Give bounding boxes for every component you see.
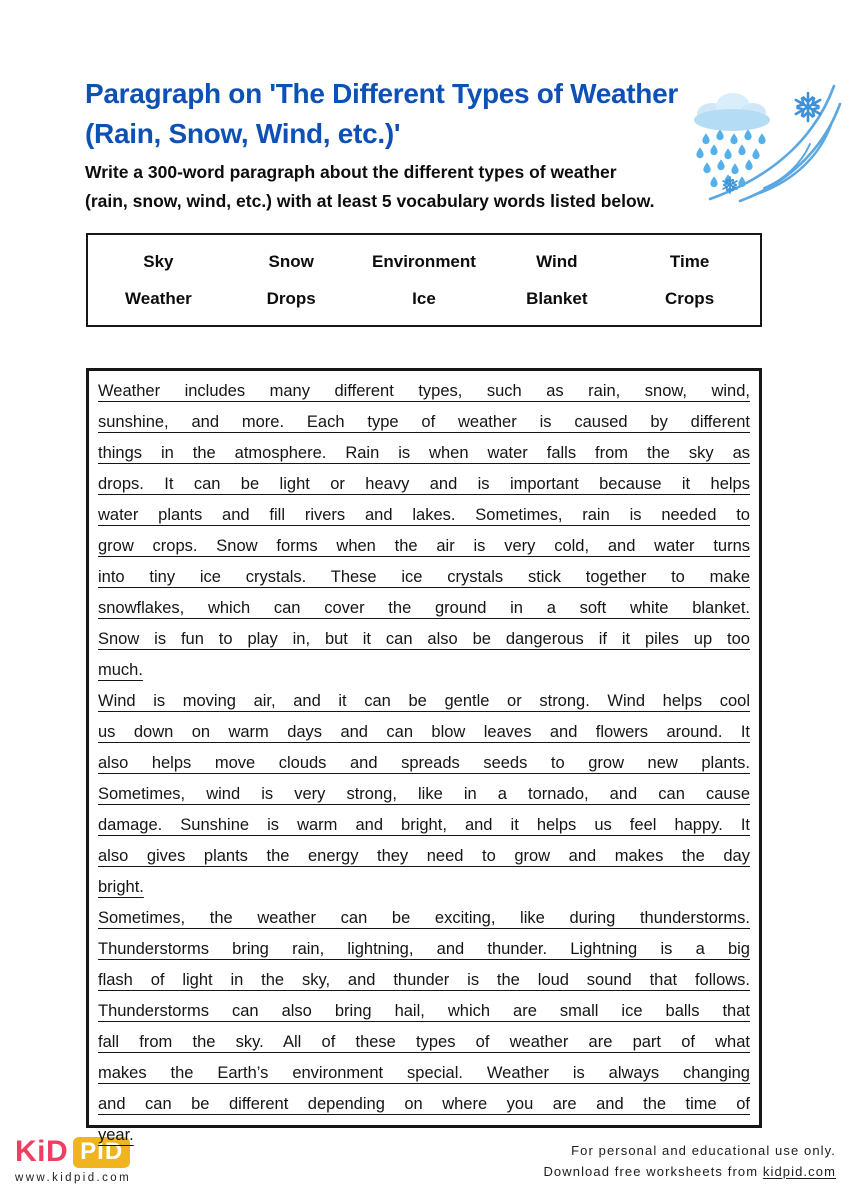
paragraph-line: drops. It can be light or heavy and is important because it helps xyxy=(98,475,750,493)
paragraph-line: damage. Sunshine is warm and bright, and it helps us feel happy. It xyxy=(98,816,750,834)
paragraph-line: makes the Earth’s environment special. Weather is always changing xyxy=(98,1064,750,1082)
paragraph-line: flash of light in the sky, and thunder is the loud sound that follows. xyxy=(98,971,750,989)
paragraph-line: into tiny ice crystals. These ice crystals stick together to make xyxy=(98,568,750,586)
paragraph-line: sunshine, and more. Each type of weather is caused by different xyxy=(98,413,750,431)
paragraph-line: also helps move clouds and spreads seeds to grow new plants. xyxy=(98,754,750,772)
paragraph-line: and can be different depending on where you are and the time of xyxy=(98,1095,750,1113)
paragraph-line: much. xyxy=(98,661,143,679)
paragraph-line: bright. xyxy=(98,878,144,896)
footer-note-line1: For personal and educational use only. xyxy=(571,1143,836,1158)
paragraph-line: Thunderstorms can also bring hail, which are small ice balls that xyxy=(98,1002,750,1020)
paragraph-line: us down on warm days and can blow leaves and flowers around. It xyxy=(98,723,750,741)
paragraph-line: Weather includes many different types, such as rain, snow, wind, xyxy=(98,382,750,400)
paragraph-line: grow crops. Snow forms when the air is very cold, and water turns xyxy=(98,537,750,555)
cloud xyxy=(694,93,770,131)
weather-illustration xyxy=(684,80,848,212)
vocab-word: Weather xyxy=(125,288,192,308)
paragraph-line: fall from the sky. All of these types of weather are part of what xyxy=(98,1033,750,1051)
paragraph-line: year. xyxy=(98,1126,134,1144)
paragraph-box xyxy=(86,368,762,1144)
logo-kid-text: KiD xyxy=(15,1135,69,1168)
paragraph-line: things in the atmosphere. Rain is when water falls from the sky as xyxy=(98,444,750,462)
logo-pid-badge: PID xyxy=(73,1137,130,1168)
paragraph-line: Sometimes, the weather can be exciting, like during thunderstorms. xyxy=(98,909,750,927)
paragraph-line: snowflakes, which can cover the ground in a soft white blanket. xyxy=(98,599,750,617)
vocab-word: Blanket xyxy=(526,288,588,308)
vocab-word: Time xyxy=(669,251,710,271)
footer-note-line2 xyxy=(543,1161,836,1182)
vocab-word: Ice xyxy=(412,288,436,308)
instruction-text xyxy=(85,158,655,216)
logo-website-url: www.kidpid.com xyxy=(15,1172,132,1184)
page-title-line2: (Rain, Snow, Wind, etc.)' xyxy=(85,118,401,149)
vocab-word: Snow xyxy=(268,251,314,271)
vocab-word: Drops xyxy=(266,288,316,308)
vocab-word: Environment xyxy=(372,251,476,271)
paragraph-line: also gives plants the energy they need to grow and makes the day xyxy=(98,847,750,865)
kidpid-link[interactable]: kidpid.com xyxy=(762,1164,836,1179)
instruction-line1: Write a 300-word paragraph about the different types of weather xyxy=(85,162,617,182)
instruction-line2: (rain, snow, wind, etc.) with at least 5 vocabulary words listed below. xyxy=(85,191,655,211)
vocab-word: Crops xyxy=(665,288,715,308)
paragraph-line: water plants and fill rivers and lakes. Sometimes, rain is needed to xyxy=(98,506,750,524)
paragraph-line: Snow is fun to play in, but it can also be dangerous if it piles up too xyxy=(98,630,750,648)
page-title-line1: Paragraph on 'The Different Types of Weather xyxy=(85,78,678,109)
vocab-word: Sky xyxy=(143,251,174,271)
paragraph-line: Thunderstorms bring rain, lightning, and thunder. Lightning is a big xyxy=(98,940,750,958)
vocab-word: Wind xyxy=(536,251,578,271)
paragraph-line: Sometimes, wind is very strong, like in a tornado, and can cause xyxy=(98,785,750,803)
vocabulary-box xyxy=(86,233,762,327)
snowflake-icon xyxy=(722,177,739,193)
footer-note-line2-prefix: Download free worksheets from xyxy=(543,1164,763,1179)
page-title xyxy=(85,74,678,154)
rain-cloud-icon xyxy=(694,93,770,187)
paragraph-line: Wind is moving air, and it can be gentle or strong. Wind helps cool xyxy=(98,692,750,710)
